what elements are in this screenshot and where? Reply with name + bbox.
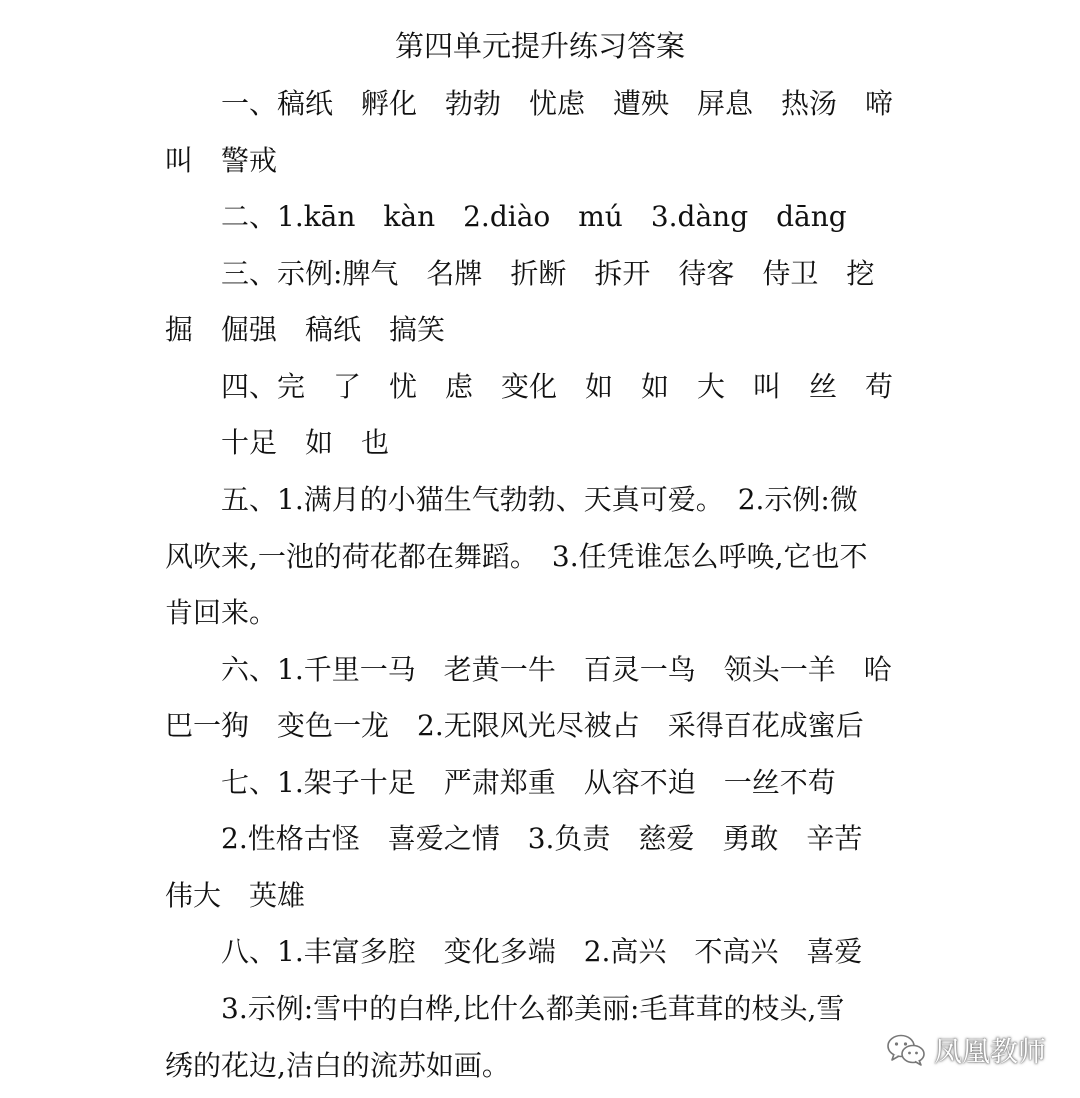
answer-line-2: 叫 警戒 bbox=[165, 144, 278, 177]
answer-line-13: 七、1.架子十足 严肃郑重 从容不迫 一丝不苟 bbox=[221, 766, 836, 799]
answer-line-14: 2.性格古怪 喜爱之情 3.负责 慈爱 勇敢 辛苦 bbox=[221, 822, 863, 855]
answer-line-4: 三、示例:脾气 名牌 折断 拆开 待客 侍卫 挖 bbox=[221, 257, 875, 290]
wechat-icon bbox=[886, 1033, 926, 1067]
watermark-text: 凤凰教师 bbox=[933, 1035, 1046, 1068]
answer-line-8: 五、1.满月的小猫生气勃勃、天真可爱。 2.示例:微 bbox=[221, 483, 858, 516]
answer-line-18: 绣的花边,洁白的流苏如画。 bbox=[165, 1049, 510, 1082]
wechat-watermark bbox=[886, 1030, 1046, 1070]
answer-line-10: 肯回来。 bbox=[165, 596, 278, 629]
answer-line-9: 风吹来,一池的荷花都在舞蹈。 3.任凭谁怎么呼唤,它也不 bbox=[165, 540, 868, 573]
answer-line-15: 伟大 英雄 bbox=[165, 879, 306, 912]
answer-line-16: 八、1.丰富多腔 变化多端 2.高兴 不高兴 喜爱 bbox=[221, 935, 863, 968]
answer-line-11: 六、1.千里一马 老黄一牛 百灵一鸟 领头一羊 哈 bbox=[221, 653, 892, 686]
answer-line-12: 巴一狗 变色一龙 2.无限风光尽被占 采得百花成蜜后 bbox=[165, 709, 864, 742]
answer-line-7: 十足 如 也 bbox=[221, 426, 390, 459]
answer-line-5: 掘 倔强 稿纸 搞笑 bbox=[165, 313, 446, 346]
answer-line-1: 一、稿纸 孵化 勃勃 忧虑 遭殃 屏息 热汤 啼 bbox=[221, 87, 894, 120]
answer-line-6: 四、完 了 忧 虑 变化 如 如 大 叫 丝 苟 bbox=[221, 370, 894, 403]
page-title: 第四单元提升练习答案 bbox=[394, 29, 685, 63]
answer-line-17: 3.示例:雪中的白桦,比什么都美丽:毛茸茸的枝头,雪 bbox=[221, 992, 845, 1025]
answer-line-3: 二、1.kān kàn 2.diào mú 3.dàng dāng bbox=[221, 200, 847, 233]
